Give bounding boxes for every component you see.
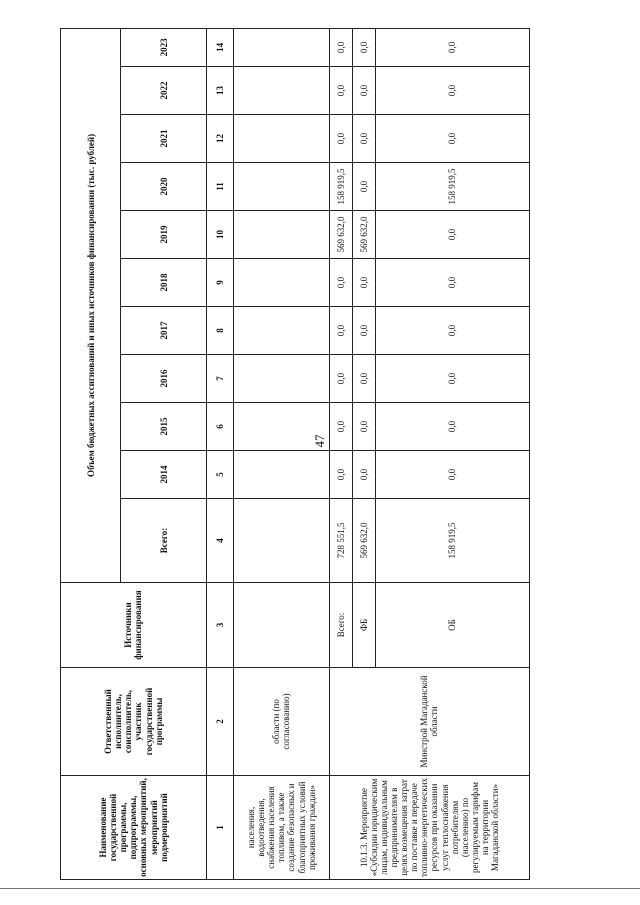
value-cell: 0,0 — [352, 28, 375, 66]
value-cell: 0,0 — [375, 28, 529, 66]
column-number: 1 — [206, 776, 233, 880]
column-number: 3 — [206, 583, 233, 668]
value-cell: 0,0 — [329, 67, 352, 115]
source-cell: ОБ — [375, 583, 529, 668]
value-cell: 569 632,0 — [329, 211, 352, 259]
header-year: 2018 — [121, 259, 206, 307]
header-executor: Ответственный исполнитель, соисполнитель, участник государственной программы — [61, 668, 207, 776]
value-cell: 0,0 — [329, 259, 352, 307]
header-total: Всего: — [121, 499, 206, 583]
total-cell: 569 632,0 — [352, 499, 375, 583]
header-funding-group: Объем бюджетных ассигнований и иных источников финансирования (тыс. рублей) — [61, 28, 121, 582]
value-cell: 0,0 — [352, 451, 375, 499]
empty-cell — [233, 67, 329, 115]
header-year: 2014 — [121, 451, 206, 499]
value-cell: 0,0 — [375, 115, 529, 163]
header-row-group — [61, 28, 121, 879]
table-row — [329, 28, 352, 879]
page-number: 47 — [312, 434, 327, 448]
total-cell: 728 551,5 — [329, 499, 352, 583]
continuation-row — [233, 28, 329, 879]
value-cell: 0,0 — [352, 67, 375, 115]
total-cell: 158 919,5 — [375, 499, 529, 583]
header-name: Наименование государственной программы, подпрограммы, основных мероприятий, мероприятий подмероприятий — [61, 776, 207, 880]
value-cell: 0,0 — [352, 355, 375, 403]
column-number: 7 — [206, 355, 233, 403]
column-number: 6 — [206, 403, 233, 451]
value-cell: 0,0 — [329, 355, 352, 403]
empty-cell — [233, 307, 329, 355]
header-year: 2019 — [121, 211, 206, 259]
funding-table — [60, 28, 530, 880]
value-cell: 0,0 — [329, 115, 352, 163]
value-cell: 0,0 — [375, 67, 529, 115]
value-cell: 0,0 — [329, 28, 352, 66]
value-cell: 0,0 — [375, 211, 529, 259]
header-source: Источники финансирования — [61, 583, 207, 668]
empty-cell — [233, 259, 329, 307]
empty-cell — [233, 583, 329, 668]
column-number: 8 — [206, 307, 233, 355]
column-number: 13 — [206, 67, 233, 115]
measure-executor: Минстрой Магаданской области — [329, 668, 529, 776]
empty-cell — [233, 355, 329, 403]
source-cell: ФБ — [352, 583, 375, 668]
column-number: 2 — [206, 668, 233, 776]
column-number: 9 — [206, 259, 233, 307]
continuation-name: населения, водоотведения, снабжения населения топливом, а также создание безопасных и благоприятных условий проживания граждан» — [233, 776, 329, 880]
column-number: 14 — [206, 28, 233, 66]
value-cell: 0,0 — [352, 307, 375, 355]
column-number: 11 — [206, 163, 233, 211]
column-number: 10 — [206, 211, 233, 259]
column-number-row — [206, 28, 233, 879]
header-year: 2022 — [121, 67, 206, 115]
empty-cell — [233, 28, 329, 66]
header-year: 2023 — [121, 28, 206, 66]
header-year: 2020 — [121, 163, 206, 211]
header-year: 2017 — [121, 307, 206, 355]
source-cell: Всего: — [329, 583, 352, 668]
header-year: 2016 — [121, 355, 206, 403]
value-cell: 158 919,5 — [375, 163, 529, 211]
column-number: 4 — [206, 499, 233, 583]
value-cell: 0,0 — [352, 403, 375, 451]
continuation-executor: области (по согласованию) — [233, 668, 329, 776]
empty-cell — [233, 451, 329, 499]
empty-cell — [233, 211, 329, 259]
value-cell: 0,0 — [352, 163, 375, 211]
value-cell: 0,0 — [352, 115, 375, 163]
value-cell: 0,0 — [375, 403, 529, 451]
empty-cell — [233, 115, 329, 163]
value-cell: 0,0 — [329, 307, 352, 355]
value-cell: 158 919,5 — [329, 163, 352, 211]
column-number: 5 — [206, 451, 233, 499]
value-cell: 0,0 — [375, 259, 529, 307]
value-cell: 569 632,0 — [352, 211, 375, 259]
page-footer-rule — [0, 888, 640, 889]
header-year: 2021 — [121, 115, 206, 163]
rotated-table-container — [60, 30, 530, 880]
value-cell: 0,0 — [375, 307, 529, 355]
value-cell: 0,0 — [375, 355, 529, 403]
value-cell: 0,0 — [329, 451, 352, 499]
column-number: 12 — [206, 115, 233, 163]
empty-cell — [233, 163, 329, 211]
value-cell: 0,0 — [375, 451, 529, 499]
value-cell: 0,0 — [329, 403, 352, 451]
value-cell: 0,0 — [352, 259, 375, 307]
measure-name: 10.1.3. Мероприятие «Субсидии юридическим лицам, индивидуальным предпринимателям в целях возмещения затрат по поставке и передаче топливно-энергетических ресурсов при оказании услуг теплоснабжения потребителям (населению) по регулируемым тарифам на территории Магаданской области» — [329, 776, 529, 880]
empty-cell — [233, 403, 329, 451]
empty-cell — [233, 499, 329, 583]
header-year: 2015 — [121, 403, 206, 451]
